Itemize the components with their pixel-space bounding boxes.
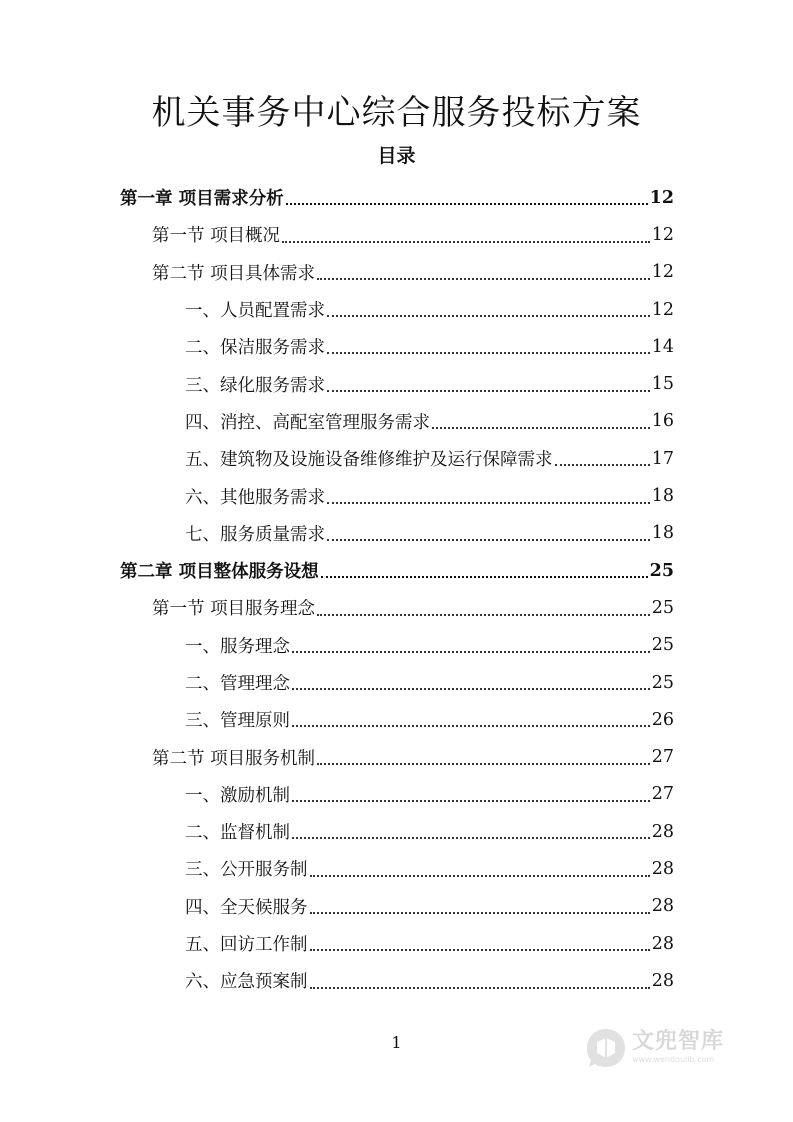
toc-entry[interactable] — [0, 589, 793, 626]
toc-entry-label: 六、其他服务需求 — [185, 487, 325, 508]
toc-entry-page: 14 — [651, 336, 674, 357]
toc-dot-leader — [327, 539, 650, 541]
toc-entry[interactable] — [0, 962, 793, 999]
watermark — [584, 1020, 754, 1075]
toc-entry-label: 七、服务质量需求 — [185, 524, 325, 545]
toc-entry[interactable] — [0, 328, 793, 365]
toc-entry-page: 25 — [651, 597, 674, 618]
document-title: 机关事务中心综合服务投标方案 — [151, 93, 642, 133]
toc-entry[interactable] — [0, 888, 793, 925]
toc-entry-page: 28 — [651, 970, 674, 991]
toc-entry[interactable] — [0, 216, 793, 253]
toc-entry-page: 28 — [651, 821, 674, 842]
toc-entry-label: 三、管理原则 — [185, 711, 290, 732]
toc-dot-leader — [327, 352, 650, 354]
toc-entry-page: 12 — [651, 262, 674, 283]
table-of-contents — [0, 179, 793, 1000]
toc-entry[interactable] — [0, 254, 793, 291]
toc-entry[interactable] — [0, 813, 793, 850]
toc-entry-label: 第二节 项目具体需求 — [152, 263, 316, 284]
toc-entry-label: 五、建筑物及设施设备维修维护及运行保障需求 — [185, 450, 553, 471]
toc-dot-leader — [282, 241, 650, 243]
toc-dot-leader — [432, 427, 650, 429]
toc-entry-page: 18 — [651, 486, 674, 507]
toc-entry[interactable] — [0, 477, 793, 514]
toc-entry-label: 第二章 项目整体服务设想 — [120, 562, 319, 583]
toc-entry[interactable] — [0, 291, 793, 328]
toc-entry[interactable] — [0, 850, 793, 887]
toc-entry-page: 25 — [651, 635, 674, 656]
toc-entry[interactable] — [0, 365, 793, 402]
toc-entry-label: 二、管理理念 — [185, 674, 290, 694]
toc-dot-leader — [292, 651, 650, 653]
toc-dot-leader — [292, 688, 650, 690]
toc-entry-page: 12 — [651, 224, 674, 245]
wendou-logo-icon — [584, 1026, 628, 1070]
toc-entry-page: 18 — [651, 523, 674, 544]
toc-entry[interactable] — [0, 179, 793, 216]
toc-entry-label: 第一节 项目服务理念 — [152, 599, 316, 620]
toc-entry-page: 28 — [651, 896, 674, 917]
toc-dot-leader — [286, 203, 648, 205]
toc-entry-label: 四、全天候服务 — [185, 897, 308, 918]
toc-dot-leader — [317, 278, 650, 280]
toc-entry-page: 25 — [649, 560, 674, 581]
toc-entry[interactable] — [0, 515, 793, 552]
toc-entry-page: 12 — [651, 299, 674, 320]
toc-entry-label: 二、监督机制 — [185, 823, 290, 844]
toc-heading: 目录 — [377, 145, 416, 167]
toc-dot-leader — [327, 502, 650, 504]
toc-entry[interactable] — [0, 776, 793, 813]
toc-entry[interactable] — [0, 664, 793, 701]
toc-entry-label: 六、应急预案制 — [185, 972, 308, 993]
toc-entry-page: 27 — [651, 784, 674, 805]
toc-dot-leader — [292, 800, 650, 802]
toc-dot-leader — [292, 837, 650, 839]
toc-entry[interactable] — [0, 627, 793, 664]
toc-entry[interactable] — [0, 440, 793, 477]
toc-dot-leader — [321, 576, 648, 578]
toc-dot-leader — [310, 912, 650, 914]
toc-entry-label: 第二节 项目服务机制 — [152, 748, 316, 769]
toc-entry-label: 第一节 项目概况 — [152, 226, 281, 247]
toc-entry[interactable] — [0, 403, 793, 440]
toc-dot-leader — [327, 315, 650, 317]
toc-dot-leader — [292, 725, 650, 727]
toc-entry[interactable] — [0, 552, 793, 589]
toc-dot-leader — [327, 390, 650, 392]
toc-entry-page: 16 — [651, 411, 674, 432]
page-number: 1 — [391, 1033, 402, 1052]
toc-entry-label: 一、激励机制 — [185, 785, 290, 806]
toc-dot-leader — [317, 614, 650, 616]
toc-entry-label: 第一章 项目需求分析 — [120, 189, 284, 210]
toc-entry-label: 三、绿化服务需求 — [185, 375, 325, 396]
toc-entry-page: 26 — [651, 709, 674, 730]
toc-entry-page: 25 — [651, 672, 674, 693]
toc-entry-page: 28 — [651, 933, 674, 954]
toc-entry[interactable] — [0, 701, 793, 738]
toc-entry-label: 一、人员配置需求 — [185, 301, 325, 322]
toc-entry-label: 二、保洁服务需求 — [185, 338, 325, 359]
toc-entry-label: 一、服务理念 — [185, 636, 290, 657]
toc-dot-leader — [310, 987, 650, 989]
toc-dot-leader — [310, 949, 650, 951]
toc-entry-page: 28 — [651, 858, 674, 879]
toc-entry-label: 四、消控、高配室管理服务需求 — [185, 412, 430, 433]
toc-entry[interactable] — [0, 925, 793, 962]
toc-entry-page: 17 — [651, 448, 674, 469]
watermark-text: 文兜智库 — [632, 1029, 725, 1054]
toc-entry-page: 27 — [651, 747, 674, 768]
toc-entry-label: 三、公开服务制 — [185, 860, 308, 881]
toc-entry-label: 五、回访工作制 — [185, 935, 308, 956]
toc-entry-page: 12 — [649, 187, 674, 208]
toc-entry[interactable] — [0, 738, 793, 775]
toc-dot-leader — [317, 763, 650, 765]
toc-dot-leader — [555, 464, 650, 466]
toc-entry-page: 15 — [651, 374, 674, 395]
watermark-subtext: www.wendoulib.com — [632, 1055, 715, 1064]
toc-dot-leader — [310, 875, 650, 877]
